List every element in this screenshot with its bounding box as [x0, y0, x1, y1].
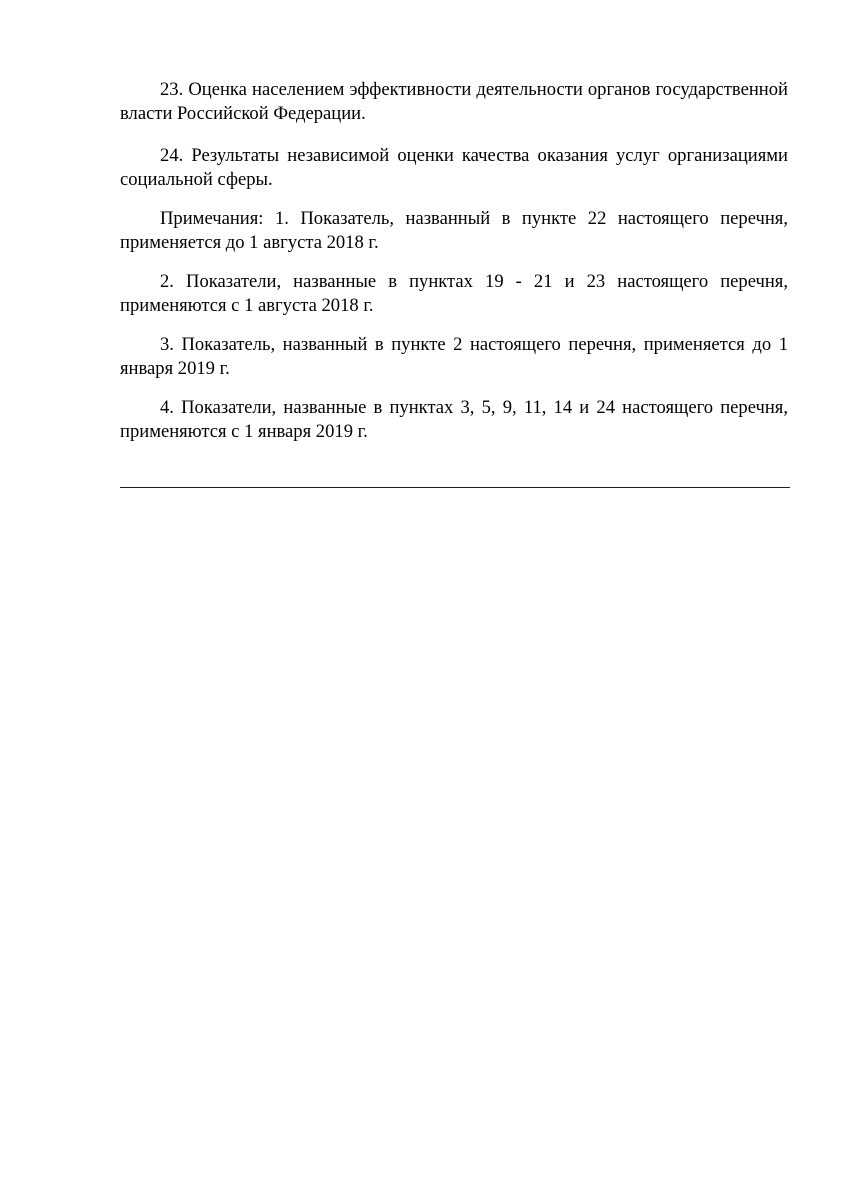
note-1: Примечания: 1. Показатель, названный в пункте 22 настоящего перечня, применяется до 1 августа 2018 г. [120, 208, 788, 253]
note-4: 4. Показатели, названные в пунктах 3, 5, 9, 11, 14 и 24 настоящего перечня, применяются с 1 января 2019 г. [120, 397, 788, 442]
document-body [120, 78, 788, 459]
end-divider-line [120, 487, 790, 488]
list-item-23: 23. Оценка населением эффективности деятельности органов государственной власти Российской Федерации. [120, 79, 788, 124]
note-3: 3. Показатель, названный в пункте 2 настоящего перечня, применяется до 1 января 2019 г. [120, 334, 788, 379]
note-2: 2. Показатели, названные в пунктах 19 - 21 и 23 настоящего перечня, применяются с 1 августа 2018 г. [120, 271, 788, 316]
list-item-24: 24. Результаты независимой оценки качества оказания услуг организациями социальной сферы. [120, 145, 788, 190]
